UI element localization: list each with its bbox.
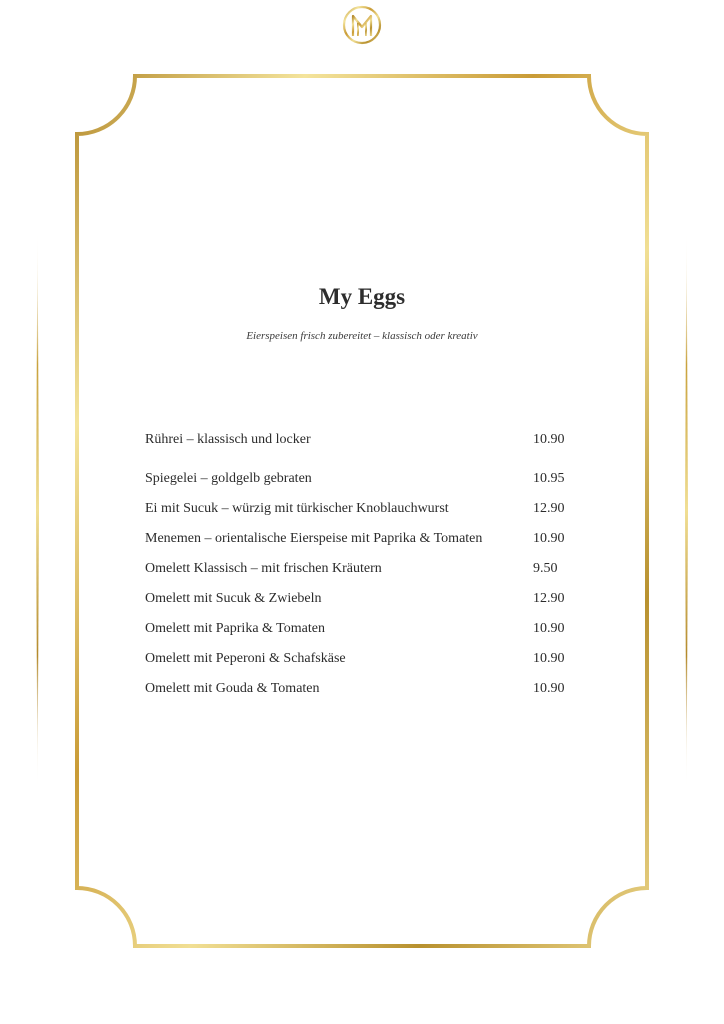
menu-item: [145, 680, 585, 710]
menu-item-price: 10.90: [533, 621, 565, 636]
menu-item-price: 12.90: [533, 591, 565, 606]
menu-item-name: Omelett mit Paprika & Tomaten: [145, 621, 325, 636]
menu-item: [145, 560, 585, 590]
menu-item-name: Omelett mit Gouda & Tomaten: [145, 681, 320, 696]
menu-item: [145, 470, 585, 500]
menu-item: [145, 620, 585, 650]
menu-list: [145, 431, 585, 710]
menu-item-name: Rührei – klassisch und locker: [145, 432, 311, 447]
menu-item-price: 10.95: [533, 471, 565, 486]
menu-item-price: 10.90: [533, 531, 565, 546]
menu-item-price: 9.50: [533, 561, 558, 576]
menu-item: [145, 650, 585, 680]
menu-item-name: Menemen – orientalische Eierspeise mit Paprika & Tomaten: [145, 531, 483, 546]
menu-item-price: 10.90: [533, 681, 565, 696]
menu-item-name: Omelett mit Peperoni & Schafskäse: [145, 651, 346, 666]
menu-item: [145, 530, 585, 560]
menu-item-name: Omelett Klassisch – mit frischen Kräutern: [145, 561, 382, 576]
menu-item-name: Spiegelei – goldgelb gebraten: [145, 471, 312, 486]
menu-item-price: 12.90: [533, 501, 565, 516]
menu-item-price: 10.90: [533, 651, 565, 666]
page-title: My Eggs: [318, 284, 406, 309]
menu-item-name: Omelett mit Sucuk & Zwiebeln: [145, 591, 322, 606]
menu-item: [145, 431, 585, 470]
menu-item: [145, 500, 585, 530]
page-subtitle: Eierspeisen frisch zubereitet – klassisch oder kreativ: [246, 330, 478, 342]
menu-item-name: Ei mit Sucuk – würzig mit türkischer Knoblauchwurst: [145, 501, 449, 516]
monogram-m-logo-icon: [342, 5, 382, 45]
menu-item: [145, 590, 585, 620]
menu-item-price: 10.90: [533, 432, 565, 447]
